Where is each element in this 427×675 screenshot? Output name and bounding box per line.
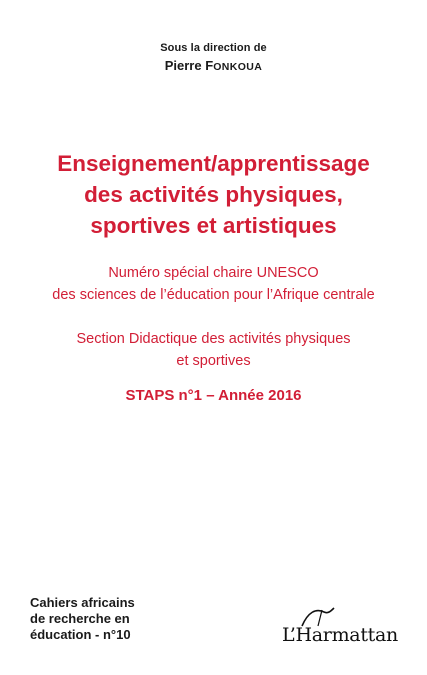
publisher-wordmark: L’Harmattan: [282, 624, 398, 646]
series-line-2: de recherche en: [30, 611, 130, 626]
title-line-1: Enseignement/apprentissage: [57, 151, 370, 176]
series-line-1: Cahiers africains: [30, 595, 135, 610]
subtitle-line-2: des sciences de l’éducation pour l’Afrique centrale: [52, 287, 375, 303]
title-line-3: sportives et artistiques: [90, 213, 337, 238]
section-label: [0, 328, 427, 372]
editor-name: [0, 58, 427, 73]
editor-last-name: [205, 58, 262, 73]
editor-last-name-initial: F: [205, 58, 214, 73]
editor-last-name-rest: ONKOUA: [213, 61, 263, 73]
title-line-2: des activités physiques,: [84, 182, 343, 207]
publisher-logo: [282, 606, 400, 646]
subtitle-line-1: Numéro spécial chaire UNESCO: [108, 265, 319, 281]
issue-label: STAPS n°1 – Année 2016: [125, 387, 302, 404]
book-subtitle: [0, 262, 427, 306]
series-name: [30, 595, 135, 643]
section-line-2: et sportives: [176, 353, 251, 369]
series-line-3: éducation - n°10: [30, 627, 131, 642]
section-line-1: Section Didactique des activités physiques: [76, 331, 351, 347]
editor-intro: Sous la direction de: [160, 42, 267, 54]
editor-first-name: Pierre: [164, 58, 202, 73]
book-title: [0, 148, 427, 241]
